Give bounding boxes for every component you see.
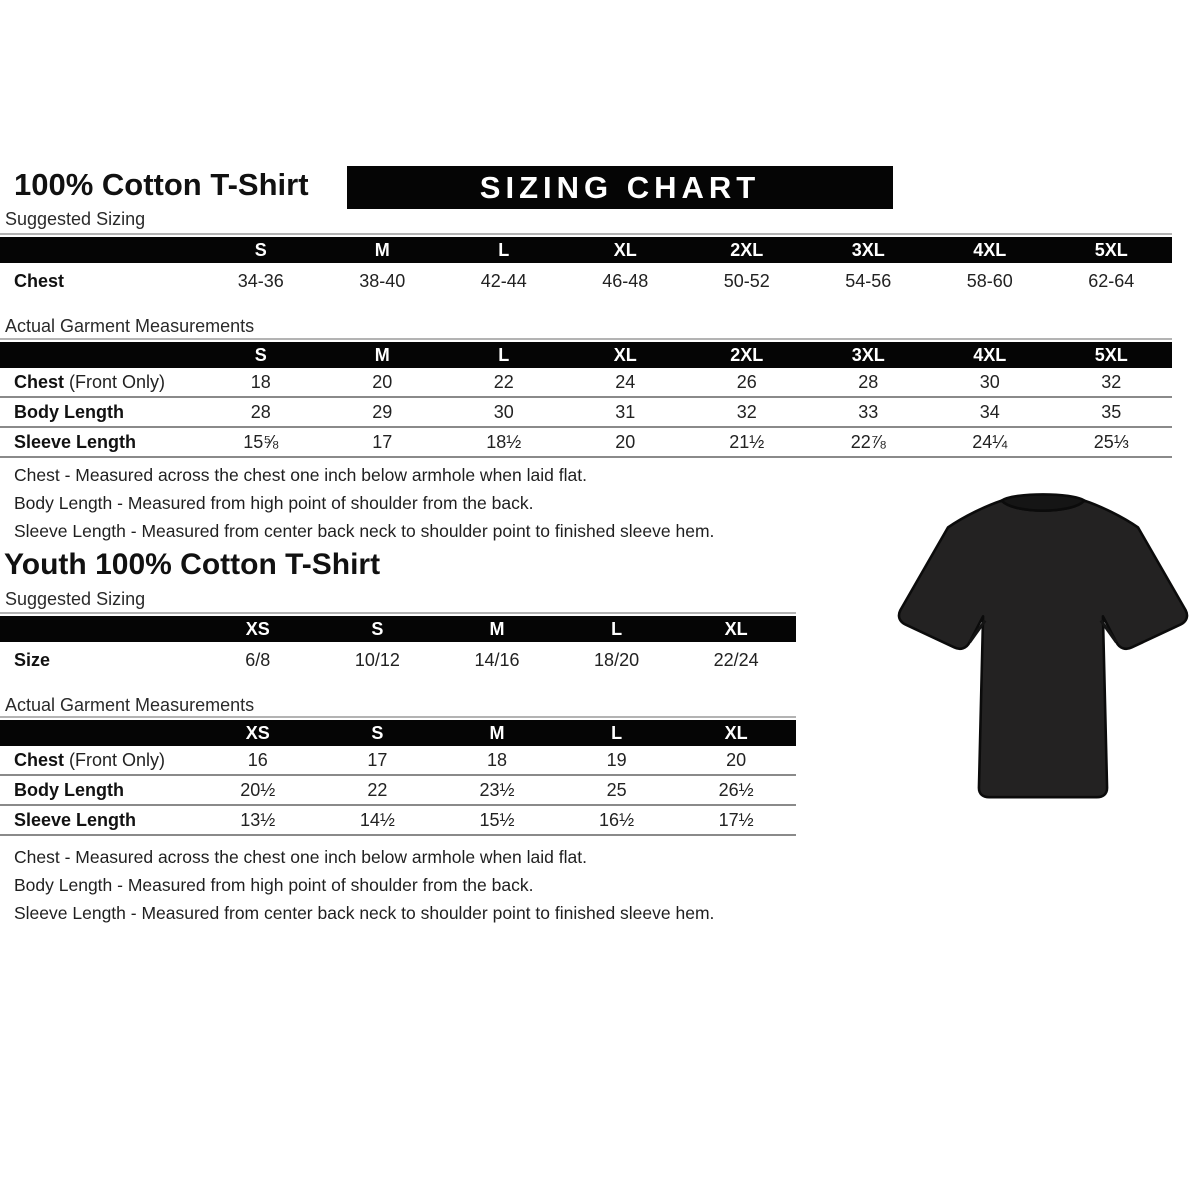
row-label: Chest (14, 749, 65, 770)
row-label: Chest (14, 371, 65, 392)
value-cell: 16 (247, 749, 268, 770)
value-cell: 16½ (599, 809, 635, 830)
size-header-cell: L (498, 239, 510, 260)
value-cell: 18/20 (594, 649, 640, 670)
youth-suggested-header-row (0, 616, 796, 642)
table-row (0, 398, 1172, 428)
table-row (0, 776, 796, 806)
value-cell: 6/8 (245, 649, 271, 670)
value-cell: 31 (615, 401, 636, 422)
value-cell: 38-40 (359, 270, 406, 291)
note-line: Chest - Measured across the chest one inch below armhole when laid flat. (14, 847, 587, 867)
youth-title: Youth 100% Cotton T-Shirt (4, 548, 381, 581)
size-header-cell: XL (613, 344, 637, 365)
adult-actual-header-row (0, 342, 1172, 368)
value-cell: 20 (726, 749, 747, 770)
size-header-cell: S (254, 344, 267, 365)
value-cell: 29 (372, 401, 393, 422)
value-cell: 25 (606, 779, 627, 800)
size-header-cell: 2XL (730, 239, 764, 260)
size-header-cell: S (371, 722, 384, 743)
youth-suggested-label: Suggested Sizing (5, 589, 146, 609)
table-row (0, 428, 1172, 458)
row-label: Body Length (14, 779, 124, 800)
value-cell: 30 (493, 401, 514, 422)
size-header-cell: XL (613, 239, 637, 260)
value-cell: 25⅓ (1093, 431, 1129, 452)
size-header-cell: 5XL (1094, 344, 1128, 365)
value-cell: 15½ (479, 809, 515, 830)
tshirt-collar (1002, 494, 1085, 510)
value-cell: 32 (1101, 371, 1122, 392)
row-label-suffix: (Front Only) (64, 371, 166, 392)
row-label-suffix: (Front Only) (64, 749, 166, 770)
adult-suggested-table (0, 233, 1172, 299)
value-cell: 24¼ (972, 431, 1008, 452)
size-header-cell: M (489, 618, 505, 639)
adult-actual-label: Actual Garment Measurements (5, 316, 255, 336)
value-cell: 58-60 (966, 270, 1013, 291)
value-cell: 23½ (479, 779, 515, 800)
value-cell: 32 (736, 401, 757, 422)
value-cell: 62-64 (1088, 270, 1135, 291)
size-header-cell: 4XL (973, 344, 1007, 365)
value-cell: 33 (858, 401, 879, 422)
note-line: Sleeve Length - Measured from center back neck to shoulder point to finished sleeve hem. (14, 521, 715, 541)
row-label: Size (14, 649, 51, 670)
tshirt-image (888, 470, 1198, 804)
size-header-cell: XL (724, 618, 748, 639)
value-cell: 34 (979, 401, 1000, 422)
size-header-cell: XL (724, 722, 748, 743)
value-cell: 22/24 (713, 649, 759, 670)
value-cell: 50-52 (723, 270, 770, 291)
size-header-cell: S (371, 618, 384, 639)
table-row (0, 263, 1172, 299)
value-cell: 18½ (486, 431, 522, 452)
table-row (0, 806, 796, 836)
value-cell: 54-56 (845, 270, 892, 291)
value-cell: 20 (615, 431, 636, 452)
value-cell: 24 (615, 371, 636, 392)
size-header-cell: 2XL (730, 344, 764, 365)
row-label: Chest (14, 270, 65, 291)
size-header-cell: 5XL (1094, 239, 1128, 260)
size-header-cell: 3XL (851, 344, 885, 365)
note-line: Chest - Measured across the chest one inch below armhole when laid flat. (14, 465, 587, 485)
size-header-cell: L (611, 722, 623, 743)
row-label: Body Length (14, 401, 124, 422)
size-header-cell: 3XL (851, 239, 885, 260)
row-label: Sleeve Length (14, 809, 137, 830)
value-cell: 22 (367, 779, 388, 800)
size-header-cell: 4XL (973, 239, 1007, 260)
note-line: Body Length - Measured from high point of shoulder from the back. (14, 493, 534, 513)
value-cell: 21½ (729, 431, 765, 452)
table-row (0, 746, 796, 776)
row-label: Sleeve Length (14, 431, 137, 452)
value-cell: 14½ (359, 809, 395, 830)
value-cell: 34-36 (237, 270, 284, 291)
value-cell: 20½ (240, 779, 276, 800)
value-cell: 22⅞ (850, 431, 886, 452)
table-row (0, 368, 1172, 398)
value-cell: 18 (486, 749, 507, 770)
youth-actual-label: Actual Garment Measurements (5, 695, 255, 715)
value-cell: 20 (372, 371, 393, 392)
size-header-cell: L (498, 344, 510, 365)
value-cell: 26 (736, 371, 757, 392)
value-cell: 28 (250, 401, 271, 422)
value-cell: 46-48 (602, 270, 649, 291)
youth-actual-header-row (0, 720, 796, 746)
value-cell: 18 (250, 371, 271, 392)
sizing-chart-banner: SIZING CHART (347, 166, 893, 209)
value-cell: 13½ (240, 809, 276, 830)
value-cell: 22 (493, 371, 514, 392)
value-cell: 17½ (718, 809, 754, 830)
size-header-cell: M (374, 239, 390, 260)
size-header-cell: XS (245, 618, 270, 639)
value-cell: 42-44 (480, 270, 527, 291)
value-cell: 26½ (718, 779, 754, 800)
value-cell: 30 (979, 371, 1000, 392)
size-header-cell: M (489, 722, 505, 743)
value-cell: 15⅝ (243, 431, 279, 452)
value-cell: 10/12 (354, 649, 400, 670)
youth-measurement-notes (14, 843, 714, 927)
value-cell: 28 (858, 371, 879, 392)
size-header-cell: M (374, 344, 390, 365)
value-cell: 14/16 (474, 649, 520, 670)
value-cell: 19 (606, 749, 627, 770)
note-line: Sleeve Length - Measured from center back neck to shoulder point to finished sleeve hem. (14, 903, 715, 923)
value-cell: 17 (367, 749, 388, 770)
page-title: 100% Cotton T-Shirt (14, 167, 309, 202)
adult-measurement-notes (14, 461, 714, 545)
youth-suggested-table (0, 612, 796, 678)
table-row (0, 642, 796, 678)
size-header-cell: XS (245, 722, 270, 743)
note-line: Body Length - Measured from high point of shoulder from the back. (14, 875, 534, 895)
adult-actual-table (0, 338, 1172, 458)
value-cell: 17 (372, 431, 393, 452)
adult-suggested-header-row (0, 237, 1172, 263)
adult-suggested-label: Suggested Sizing (5, 209, 146, 229)
size-header-cell: L (611, 618, 623, 639)
value-cell: 35 (1101, 401, 1122, 422)
youth-actual-table (0, 716, 796, 836)
size-header-cell: S (254, 239, 267, 260)
